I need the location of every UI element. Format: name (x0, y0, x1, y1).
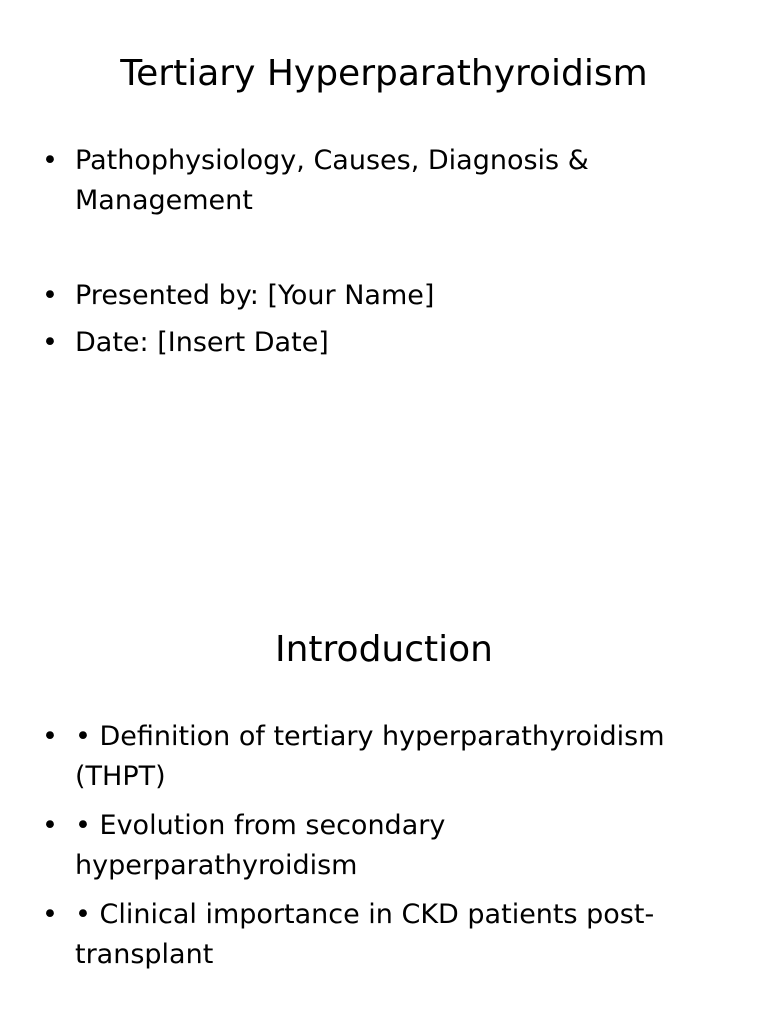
bullet-marker-icon: • (42, 810, 58, 841)
slide-2 (0, 576, 768, 1024)
bullet-item (42, 717, 682, 797)
bullet-marker-icon: • (42, 721, 58, 752)
bullet-text: Date: [Insert Date] (75, 327, 329, 358)
bullet-marker-icon: • (42, 899, 58, 930)
slide-1-bullet-list (42, 141, 682, 363)
bullet-item (42, 323, 682, 363)
bullet-marker-icon: • (42, 280, 58, 311)
bullet-item (42, 141, 682, 221)
bullet-text: • Evolution from secondary hyperparathyroidism (75, 810, 446, 881)
bullet-item (42, 806, 682, 886)
bullet-text: • Clinical importance in CKD patients post-transplant (75, 899, 655, 970)
bullet-item (42, 276, 682, 316)
slide-1-title: Tertiary Hyperparathyroidism (120, 53, 648, 94)
bullet-text: Pathophysiology, Causes, Diagnosis & Management (75, 145, 589, 216)
bullet-text: • Definition of tertiary hyperparathyroidism (THPT) (75, 721, 665, 792)
slide-2-bullet-list (42, 717, 682, 984)
bullet-marker-icon: • (42, 327, 58, 358)
slide-2-title: Introduction (274, 629, 493, 670)
bullet-marker-icon: • (42, 145, 58, 176)
bullet-item (42, 895, 682, 975)
bullet-text: Presented by: [Your Name] (75, 280, 435, 311)
